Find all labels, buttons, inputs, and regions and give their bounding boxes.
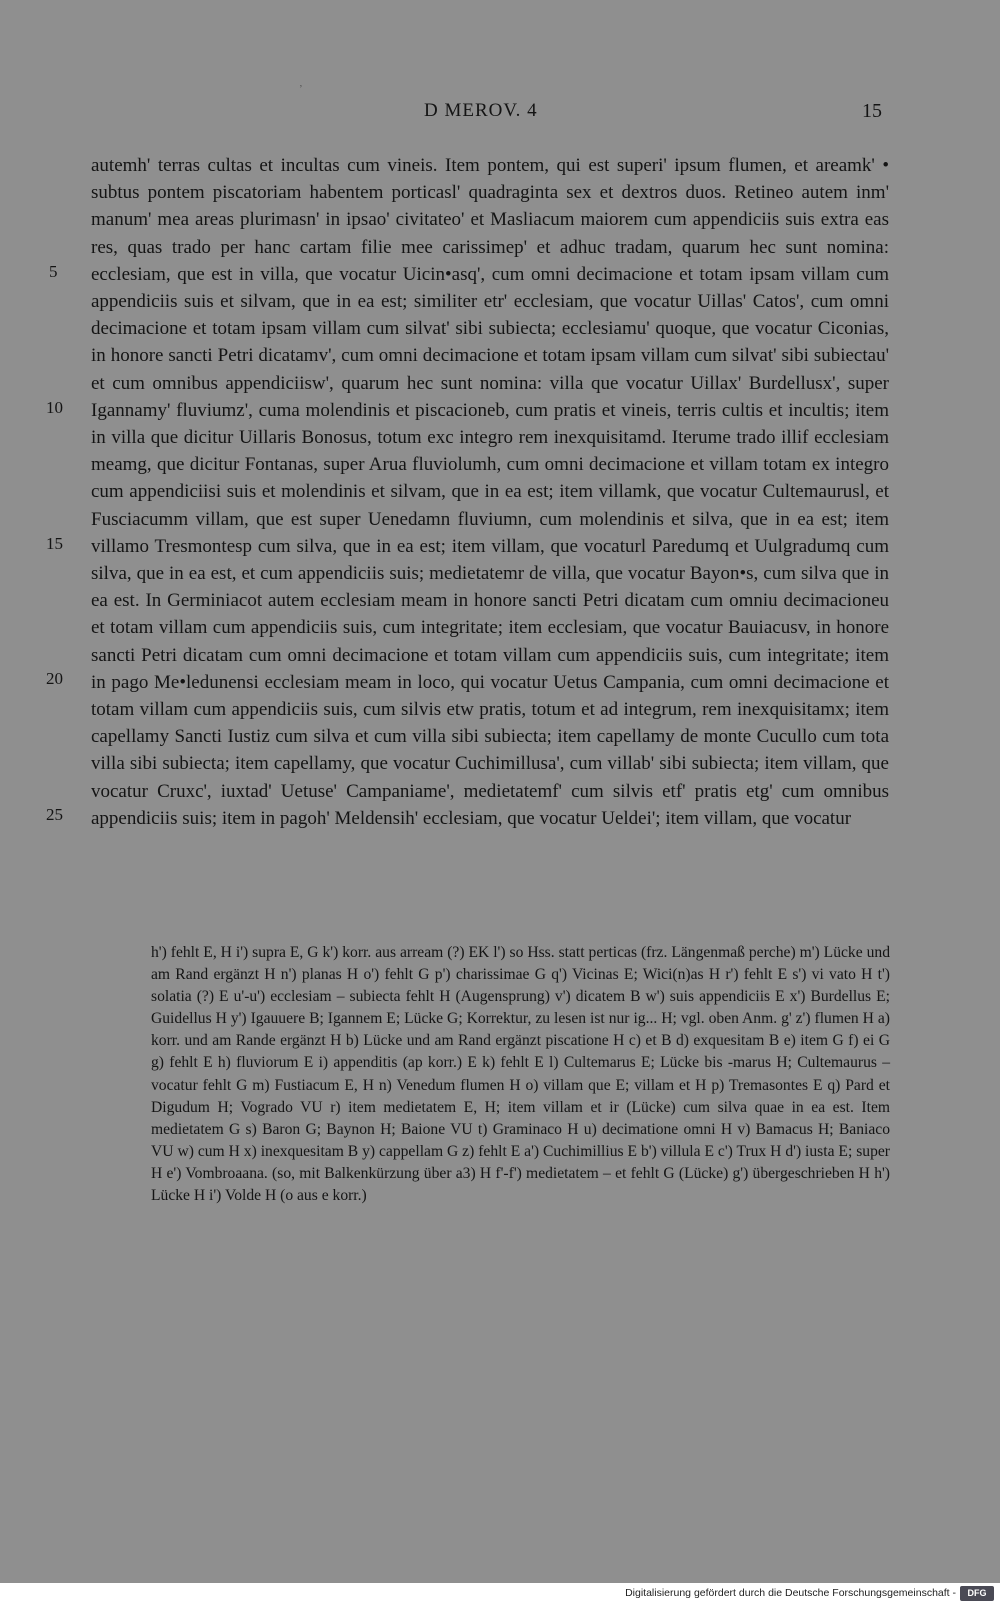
body-paragraph: autemh' terras cultas et incultas cum vineis. Item pontem, qui est superi' ipsum flumen, et areamk' • subtus pontem piscatoriam habentem porticasl' quadraginta sex et dextros duos. Retineo autem inm' manum' mea areas plurimasn' in ipsao' civitateo' et Masliacum maiorem cum appendiciis suis extra eas res, quas trado per hanc cartam filie mee carissimep' et adhuc tradam, quarum hec sunt nomina: ecclesiam, que est in villa, que vocatur Uicin•asq', cum omni decimacione et totam ipsam villam cum appendiciis suis et silvam, que in ea est; similiter etr' ecclesiam, que vocatur Uillas' Catos', cum omni decimacione et totam ipsam villam cum silvat' sibi subiecta; ecclesiamu' quoque, que vocatur Ciconias, in honore sancti Petri dicatamv', cum omni decimacione et totam ipsam villam cum silvat' sibi subiectau' et cum omnibus appendiciisw', quarum hec sunt nomina: villa que vocatur Uillax' Burdellusx', super Igannamy' fluviumz', cuma molendinis et piscacioneb, cum pratis et vineis, terris cultis et incultis; item in villa que dicitur Uillaris Bonosus, totum exc integro rem inexquisitamd. Iterume trado illif ecclesiam meamg, que dicitur Fontanas, super Arua fluviolumh, cum omni decimacione et villam totam ex integro cum appendiciisi suis et molendinis et silvam, que in ea est; item villamk, que vocatur Cultemaurusl, et Fusciacumm villam, que est super Uenedamn fluviumn, cum molendinis et silva, que in ea est; item villamo Tresmontesp cum silva, que in ea est; item villam, que vocaturl Paredumq et Uulgradumq cum silva, que in ea est, et cum appendiciis suis; medietatemr de villa, que vocatur Bayon•s, cum silva que in ea est. In Germiniacot autem ecclesiam meam in honore sancti Petri dicatam cum omniu decimacioneu et totam villam cum appendiciis suis, cum integritate; item ecclesiam, que vocatur Bauiacusv, in honore sancti Petri dicatam cum omni decimacione et totam villam cum appendiciis suis, cum integritate; item in pago Me•ledunensi ecclesiam meam in loco, qui vocatur Uetus Campania, cum omni decimacione et totam villam cum appendiciis suis, cum silvis etw pratis, totum et ad integrum, rem inexquisitamx; item capellamy Sancti Iustiz cum silva et cum villa sibi subiecta; item capellamy de monte Cucullo cum tota villa sibi subiecta; item capellamy, que vocatur Cuchimillusa', cum villab' sibi subiecta; item villam, que vocatur Cruxc', iuxtad' Uetuse' Campaniame', medietatemf' cum silvis etf' pratis etg' cum omnibus appendiciis suis; item in pagoh' Meldensih' ecclesiam, que vocatur Ueldei'; item villam, que vocatur: [91, 155, 889, 829]
dfg-logo-icon: DFG: [960, 1586, 994, 1601]
line-number: 5: [49, 262, 58, 281]
line-number: 15: [46, 534, 63, 553]
main-text: [91, 152, 889, 832]
page-number: 15: [862, 100, 882, 122]
funding-notice: Digitalisierung gefördert durch die Deutsche Forschungsgemeinschaft -: [625, 1587, 956, 1599]
running-title: D MEROV. 4: [424, 100, 538, 121]
line-number: 20: [46, 669, 63, 688]
scan-speck: ‚: [299, 77, 303, 89]
critical-apparatus: [151, 942, 890, 1207]
footer-bar: [0, 1583, 1000, 1605]
line-number: 25: [46, 805, 63, 824]
page-header: [0, 100, 1000, 130]
footnotes-text: h') fehlt E, H i') supra E, G k') korr. aus arream (?) EK l') so Hss. statt perticas (frz. Längenmaß perche) m') Lücke und am Rand ergänzt H n') planas H o') fehlt G p') charissimae G q') Vicinas E; Wici(n)as H r') fehlt E s') vi vato H t') solatia (?) E u'-u') ecclesiam – subiecta fehlt H (Augensprung) v') dicatem B w') suis appendiciis E x') Burdellus E; Guidellus H y') Igauuere B; Igannem E; Lücke G; Korrektur, zu lesen ist nur ig... H; vgl. oben Anm. g' z') flumen H a) korr. und am Rande ergänzt H b) Lücke und am Rand ergänzt piscatione H c) et B d) exquesitam B e) item G f) ei G g) fehlt E h) fluviorum E i) appenditis (ap korr.) E k) fehlt E l) Cultemarus E; Lücke bis -marus H; Cultemaurus – vocatur fehlt G m) Fustiacum E, H n) Venedum flumen H o) villam que E; villam et H p) Tremasontes E q) Pard et Digudum H; Vogrado VU r) item medietatem E, H; item villam et ir (Lücke) cum silva quae in ea est. Item medietatem G s) Baron G; Baynon H; Baione VU t) Graminaco H u) decimatione omni H v) Bamacus H; Baniaco VU w) cum H x) inexquesitam B y) cappellam G z) fehlt E a') Cuchimillius E b') villula E c') Trux H d') iusta E; super H e') Vombroaana. (so, mit Balkenkürzung über a3) H f'-f') medietatem – et fehlt G (Lücke) g') übergeschrieben H h') Lücke H i') Volde H (o aus e korr.): [151, 944, 890, 1205]
line-number: 10: [46, 398, 63, 417]
